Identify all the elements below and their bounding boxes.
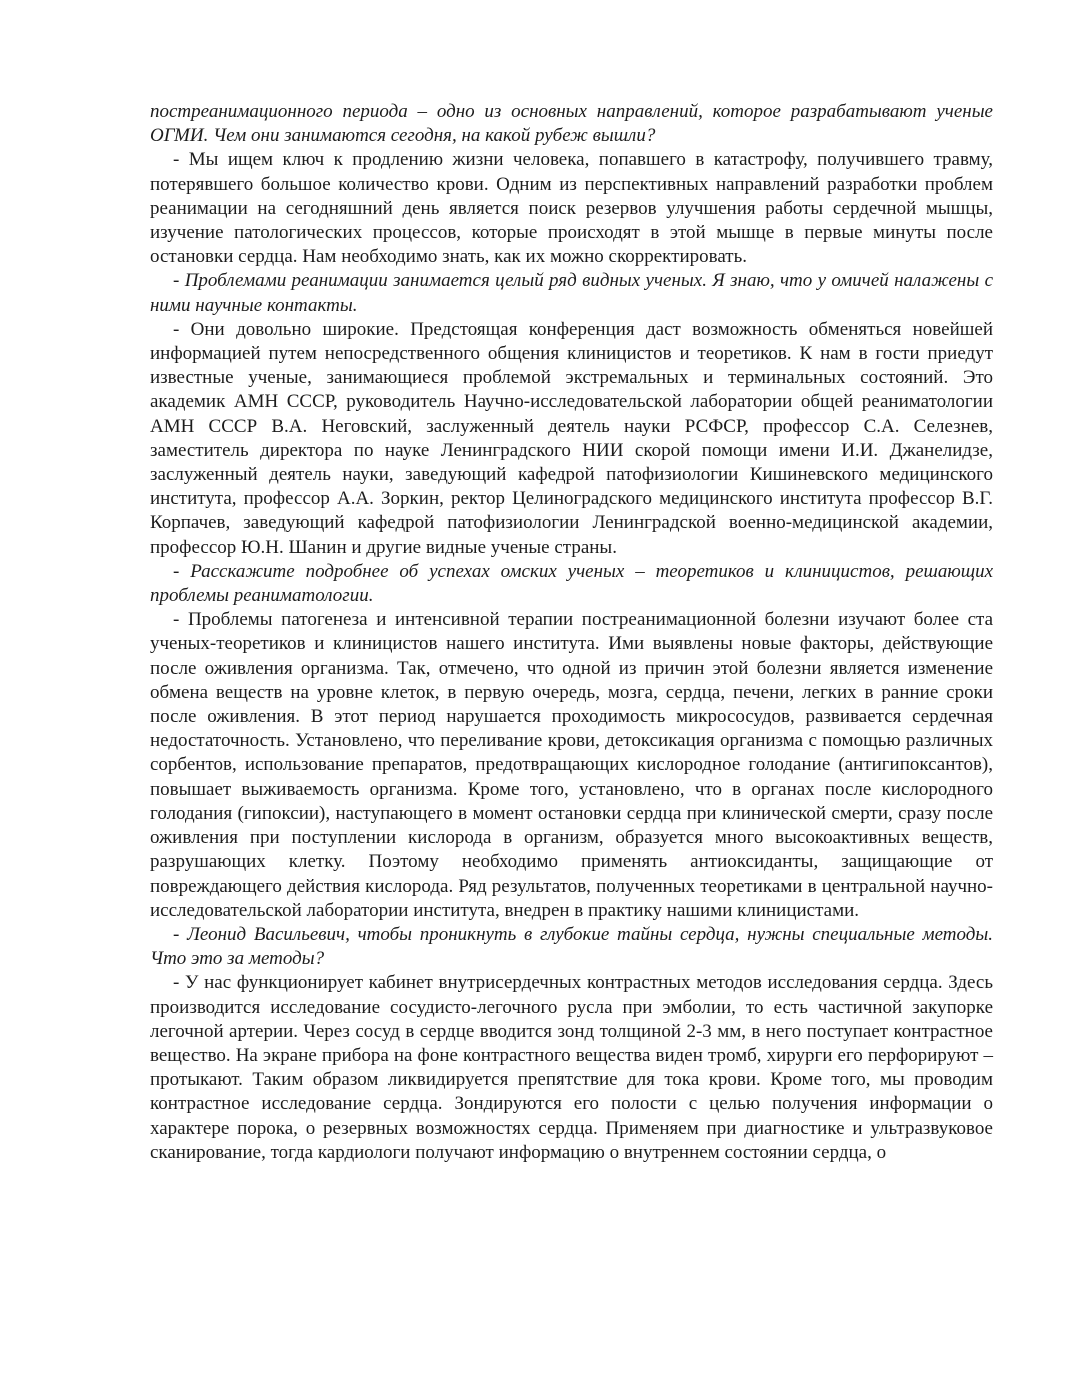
- interview-answer: [150, 148, 993, 269]
- paragraph-text: постреанимационного периода – одно из основных направлений, которое разрабатывают ученые ОГМИ. Чем они занимаются сегодня, на какой рубеж вышли?: [150, 101, 993, 147]
- interview-answer: [150, 318, 993, 560]
- paragraph-text: Леонид Васильевич, чтобы проникнуть в глубокие тайны сердца, нужны специальные методы. Что это за методы?: [150, 923, 993, 970]
- paragraph-text: Расскажите подробнее об успехах омских ученых – теоретиков и клиницистов, решающих проблемы реаниматологии.: [150, 560, 994, 607]
- interview-question: [150, 100, 993, 148]
- dash-mark: -: [173, 318, 191, 340]
- interview-answer: [150, 608, 993, 923]
- document-page: [150, 100, 993, 1165]
- paragraph-text: Мы ищем ключ к продлению жизни человека, попавшего в катастрофу, получившего травму, потерявшего большое количество крови. Одним из перспективных направлений разработки проблем реанимации на сегодняшний день является поиск резервов улучшения работы сердечной мышцы, изучение патологических процессов, которые происходят в этой мышце в первые минуты после остановки сердца. Нам необходимо знать, как их можно скорректировать.: [150, 149, 993, 268]
- interview-question: [150, 269, 993, 317]
- interview-question: [150, 923, 993, 971]
- dash-mark: -: [173, 609, 188, 631]
- paragraph-text: Проблемами реанимации занимается целый ряд видных ученых. Я знаю, что у омичей налажены с ними научные контакты.: [150, 270, 994, 316]
- dash-mark: -: [173, 972, 186, 994]
- paragraph-text: У нас функционирует кабинет внутрисердечных контрастных методов исследования сердца. Здесь производится исследование сосудисто-легочного русла при эмболии, то есть частичной закупорке легочной артерии. Через сосуд в сердце вводится зонд толщиной 2-3 мм, в него поступает контрастное вещество. На экране прибора на фоне контрастного вещества виден тромб, хирурги его перфорируют – протыкают. Таким образом ликвидируется препятствие для тока крови. Кроме того, мы проводим контрастное исследование сердца. Зондируются его полости с целью получения информации о характере порока, о резервных возможностях сердца. Применяем при диагностике и ультразвуковое сканирование, тогда кардиологи получают информацию о внутреннем состоянии сердца, о: [150, 972, 994, 1163]
- interview-question: [150, 560, 993, 608]
- interview-answer: [150, 971, 993, 1165]
- paragraph-text: Они довольно широкие. Предстоящая конференция даст возможность обменяться новейшей информацией путем непосредственного общения клиницистов и теоретиков. К нам в гости приедут известные ученые, занимающиеся проблемой экстремальных и терминальных состояний. Это академик АМН СССР, руководитель Научно-исследовательской лаборатории общей реаниматологии АМН СССР В.А. Неговский, заслуженный деятель науки РСФСР, профессор С.А. Селезнев, заместитель директора по науке Ленинградского НИИ скорой помощи имени И.И. Джанелидзе, заслуженный деятель науки, заведующий кафедрой патофизиологии Кишиневского медицинского института, профессор А.А. Зоркин, ректор Целиноградского медицинского института профессор В.Г. Корпачев, заведующий кафедрой патофизиологии Ленинградской военно-медицинской академии, профессор Ю.Н. Шанин и другие видные ученые страны.: [150, 318, 993, 558]
- paragraph-text: Проблемы патогенеза и интенсивной терапии постреанимационной болезни изучают более ста ученых-теоретиков и клиницистов нашего института. Ими выявлены новые факторы, действующие после оживления организма. Так, отмечено, что одной из причин этой болезни является изменение обмена веществ на уровне клеток, в первую очередь, мозга, сердца, печени, легких в ранние сроки после оживления. В этот период нарушается проходимость микрососудов, развивается сердечная недостаточность. Установлено, что переливание крови, детоксикация организма с помощью различных сорбентов, использование препаратов, предотвращающих кислородное голодание (антигипоксантов), повышает выживаемость организма. Кроме того, установлено, что в органах после кислородного голодания (гипоксии), наступающего в момент остановки сердца при клинической смерти, сразу после оживления при поступлении кислорода в организм, образуется много высокоактивных веществ, разрушающих клетку. Поэтому необходимо применять антиоксиданты, защищающие от повреждающего действия кислорода. Ряд результатов, полученных теоретиками в центральной научно-исследовательской лаборатории института, внедрен в практику нашими клиницистами.: [150, 609, 994, 921]
- dash-mark: -: [173, 149, 189, 171]
- dash-mark: -: [173, 560, 191, 582]
- dash-mark: -: [173, 923, 188, 945]
- dash-mark: -: [173, 270, 185, 292]
